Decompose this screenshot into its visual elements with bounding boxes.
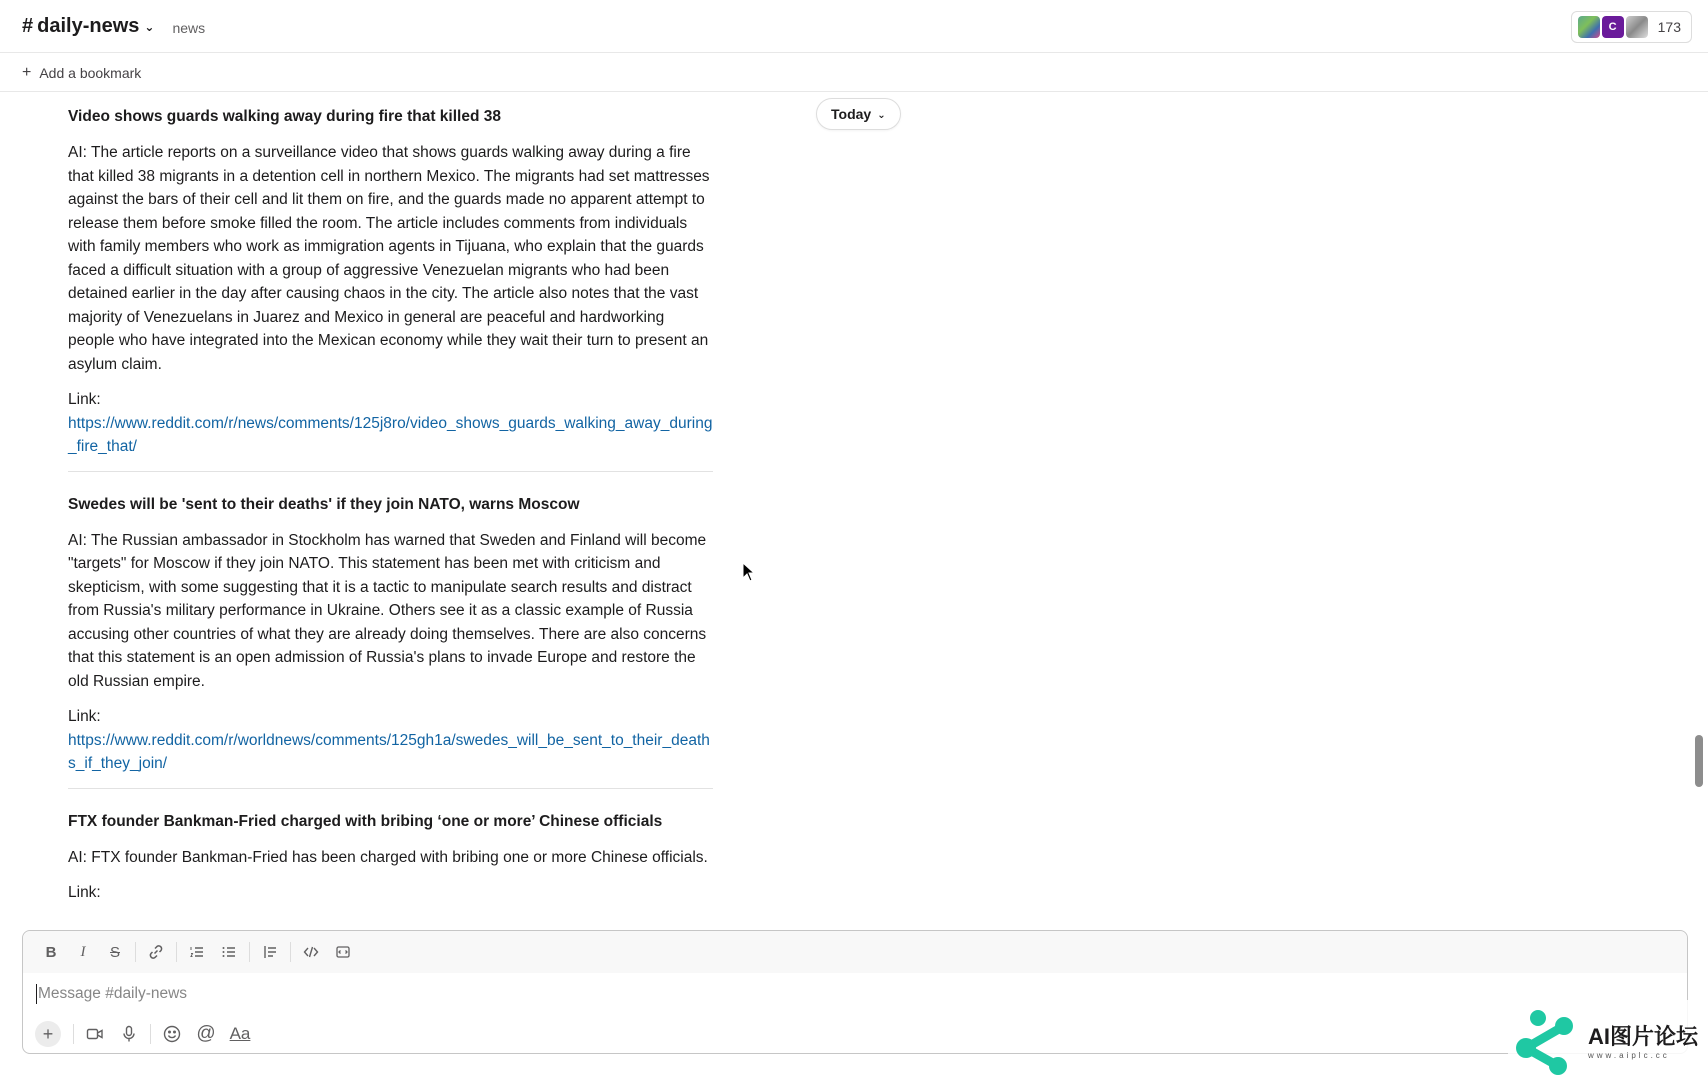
emoji-button[interactable] bbox=[155, 1020, 189, 1048]
bold-button[interactable] bbox=[35, 938, 67, 966]
italic-icon: I bbox=[80, 943, 86, 960]
formatting-toggle-button[interactable] bbox=[223, 1020, 257, 1048]
link-button[interactable] bbox=[140, 938, 172, 966]
video-camera-icon bbox=[86, 1026, 104, 1042]
link-label: Link: bbox=[68, 391, 101, 408]
article-link[interactable]: https://www.reddit.com/r/news/comments/125j8ro/video_shows_guards_walking_away_during_fire_that/ bbox=[68, 414, 713, 455]
avatar bbox=[1578, 16, 1600, 38]
message-composer bbox=[22, 930, 1688, 1054]
at-sign-icon: @ bbox=[196, 1023, 216, 1044]
code-block-button[interactable] bbox=[327, 938, 359, 966]
message-content bbox=[68, 106, 713, 930]
watermark bbox=[1508, 1000, 1708, 1080]
blockquote-icon bbox=[262, 944, 278, 960]
strikethrough-button[interactable] bbox=[99, 938, 131, 966]
toolbar-divider bbox=[290, 942, 291, 962]
strikethrough-icon: S bbox=[109, 943, 120, 961]
avatar bbox=[1626, 16, 1648, 38]
channel-topic[interactable]: news bbox=[172, 19, 206, 36]
member-count: 173 bbox=[1657, 19, 1681, 35]
channel-name-button[interactable] bbox=[22, 15, 154, 38]
list-item bbox=[68, 494, 713, 789]
emoji-icon bbox=[163, 1025, 181, 1043]
article-summary: AI: FTX founder Bankman-Fried has been charged with bribing one or more Chinese officials. bbox=[68, 848, 708, 866]
mouse-cursor-icon bbox=[742, 562, 756, 582]
article-title: Video shows guards walking away during fire that killed 38 bbox=[68, 108, 501, 125]
message-placeholder: Message #daily-news bbox=[38, 985, 188, 1002]
link-icon bbox=[148, 944, 164, 960]
chevron-down-icon: ⌄ bbox=[877, 109, 886, 121]
bulleted-list-icon bbox=[221, 944, 237, 960]
list-item bbox=[68, 811, 713, 917]
text-caret bbox=[36, 984, 37, 1004]
article-summary: AI: The article reports on a surveillance video that shows guards walking away during a fire that killed 38 migrants in a detention cell in northern Mexico. The migrants had set mattresses against the bars of their cell and lit them on fire, and the guards made no apparent attempt to release them before smoke filled the room. The article includes comments from individuals with family members who work as immigration agents in Tijuana, who explain that the guards faced a difficult situation with a group of aggressive Venezuelan migrants who had been detained earlier in the day after causing chaos in the city. The article also notes that the vast majority of Venezuelans in Juarez and Mexico in general are peaceful and hardworking people who have integrated into the Mexican economy while they wait their turn to present an asylum claim. bbox=[68, 144, 710, 373]
article-link[interactable]: https://www.reddit.com/r/worldnews/comments/125gh1a/swedes_will_be_sent_to_their_deaths_if_they_join/ bbox=[68, 731, 710, 772]
chevron-down-icon: ⌄ bbox=[144, 20, 155, 34]
toolbar-divider bbox=[176, 942, 177, 962]
message-list[interactable] bbox=[0, 92, 1708, 930]
watermark-url: www.aiplc.cc bbox=[1588, 1051, 1670, 1060]
composer-actions bbox=[23, 1015, 1687, 1053]
article-title: Swedes will be 'sent to their deaths' if they join NATO, warns Moscow bbox=[68, 495, 580, 513]
scrollbar-thumb[interactable] bbox=[1695, 735, 1703, 787]
date-divider-button[interactable] bbox=[816, 98, 901, 130]
list-item bbox=[68, 106, 713, 472]
toolbar-divider bbox=[135, 942, 136, 962]
format-text-icon: Aa bbox=[229, 1024, 251, 1043]
code-block-icon bbox=[335, 944, 351, 960]
code-button[interactable] bbox=[295, 938, 327, 966]
watermark-text bbox=[1588, 1020, 1698, 1060]
article-title: FTX founder Bankman-Fried charged with bribing ‘one or more’ Chinese officials bbox=[68, 812, 663, 830]
attach-button[interactable] bbox=[35, 1021, 61, 1047]
hash-icon: # bbox=[22, 14, 34, 37]
ordered-list-icon bbox=[189, 944, 205, 960]
video-clip-button[interactable] bbox=[78, 1020, 112, 1048]
avatar: C bbox=[1602, 16, 1624, 38]
bulleted-list-button[interactable] bbox=[213, 938, 245, 966]
ordered-list-button[interactable] bbox=[181, 938, 213, 966]
members-button[interactable] bbox=[1571, 11, 1692, 43]
code-icon bbox=[303, 944, 319, 960]
plus-icon: + bbox=[22, 63, 32, 81]
date-label: Today bbox=[831, 106, 872, 122]
link-label: Link: bbox=[68, 708, 101, 725]
audio-clip-button[interactable] bbox=[112, 1020, 146, 1048]
toolbar-divider bbox=[150, 1024, 151, 1044]
mention-button[interactable] bbox=[189, 1020, 223, 1048]
formatting-toolbar bbox=[23, 931, 1687, 973]
message-input[interactable] bbox=[23, 973, 1687, 1015]
toolbar-divider bbox=[73, 1024, 74, 1044]
article-summary: AI: The Russian ambassador in Stockholm has warned that Sweden and Finland will become "targets" for Moscow if they join NATO. This statement has been met with criticism and skepticism, with some suggesting that it is a tactic to manipulate search results and distract from Russia's military performance in Ukraine. Others see it as a classic example of Russia accusing other countries of what they are already doing themselves. There are also concerns that this statement is an open admission of Russia's plans to invade Europe and restore the old Russian empire. bbox=[68, 531, 707, 690]
plus-icon: + bbox=[42, 1023, 54, 1044]
blockquote-button[interactable] bbox=[254, 938, 286, 966]
bookmark-bar bbox=[0, 54, 1708, 92]
watermark-logo-icon bbox=[1508, 1004, 1580, 1076]
watermark-title: AI图片论坛 bbox=[1588, 1024, 1699, 1049]
toolbar-divider bbox=[249, 942, 250, 962]
microphone-icon bbox=[121, 1025, 137, 1043]
add-bookmark-button[interactable]: Add a bookmark bbox=[39, 64, 142, 81]
bold-icon: B bbox=[45, 943, 57, 961]
italic-button[interactable] bbox=[67, 938, 99, 966]
channel-header bbox=[0, 0, 1708, 53]
channel-name: daily-news bbox=[37, 14, 140, 37]
link-label: Link: bbox=[68, 884, 101, 901]
